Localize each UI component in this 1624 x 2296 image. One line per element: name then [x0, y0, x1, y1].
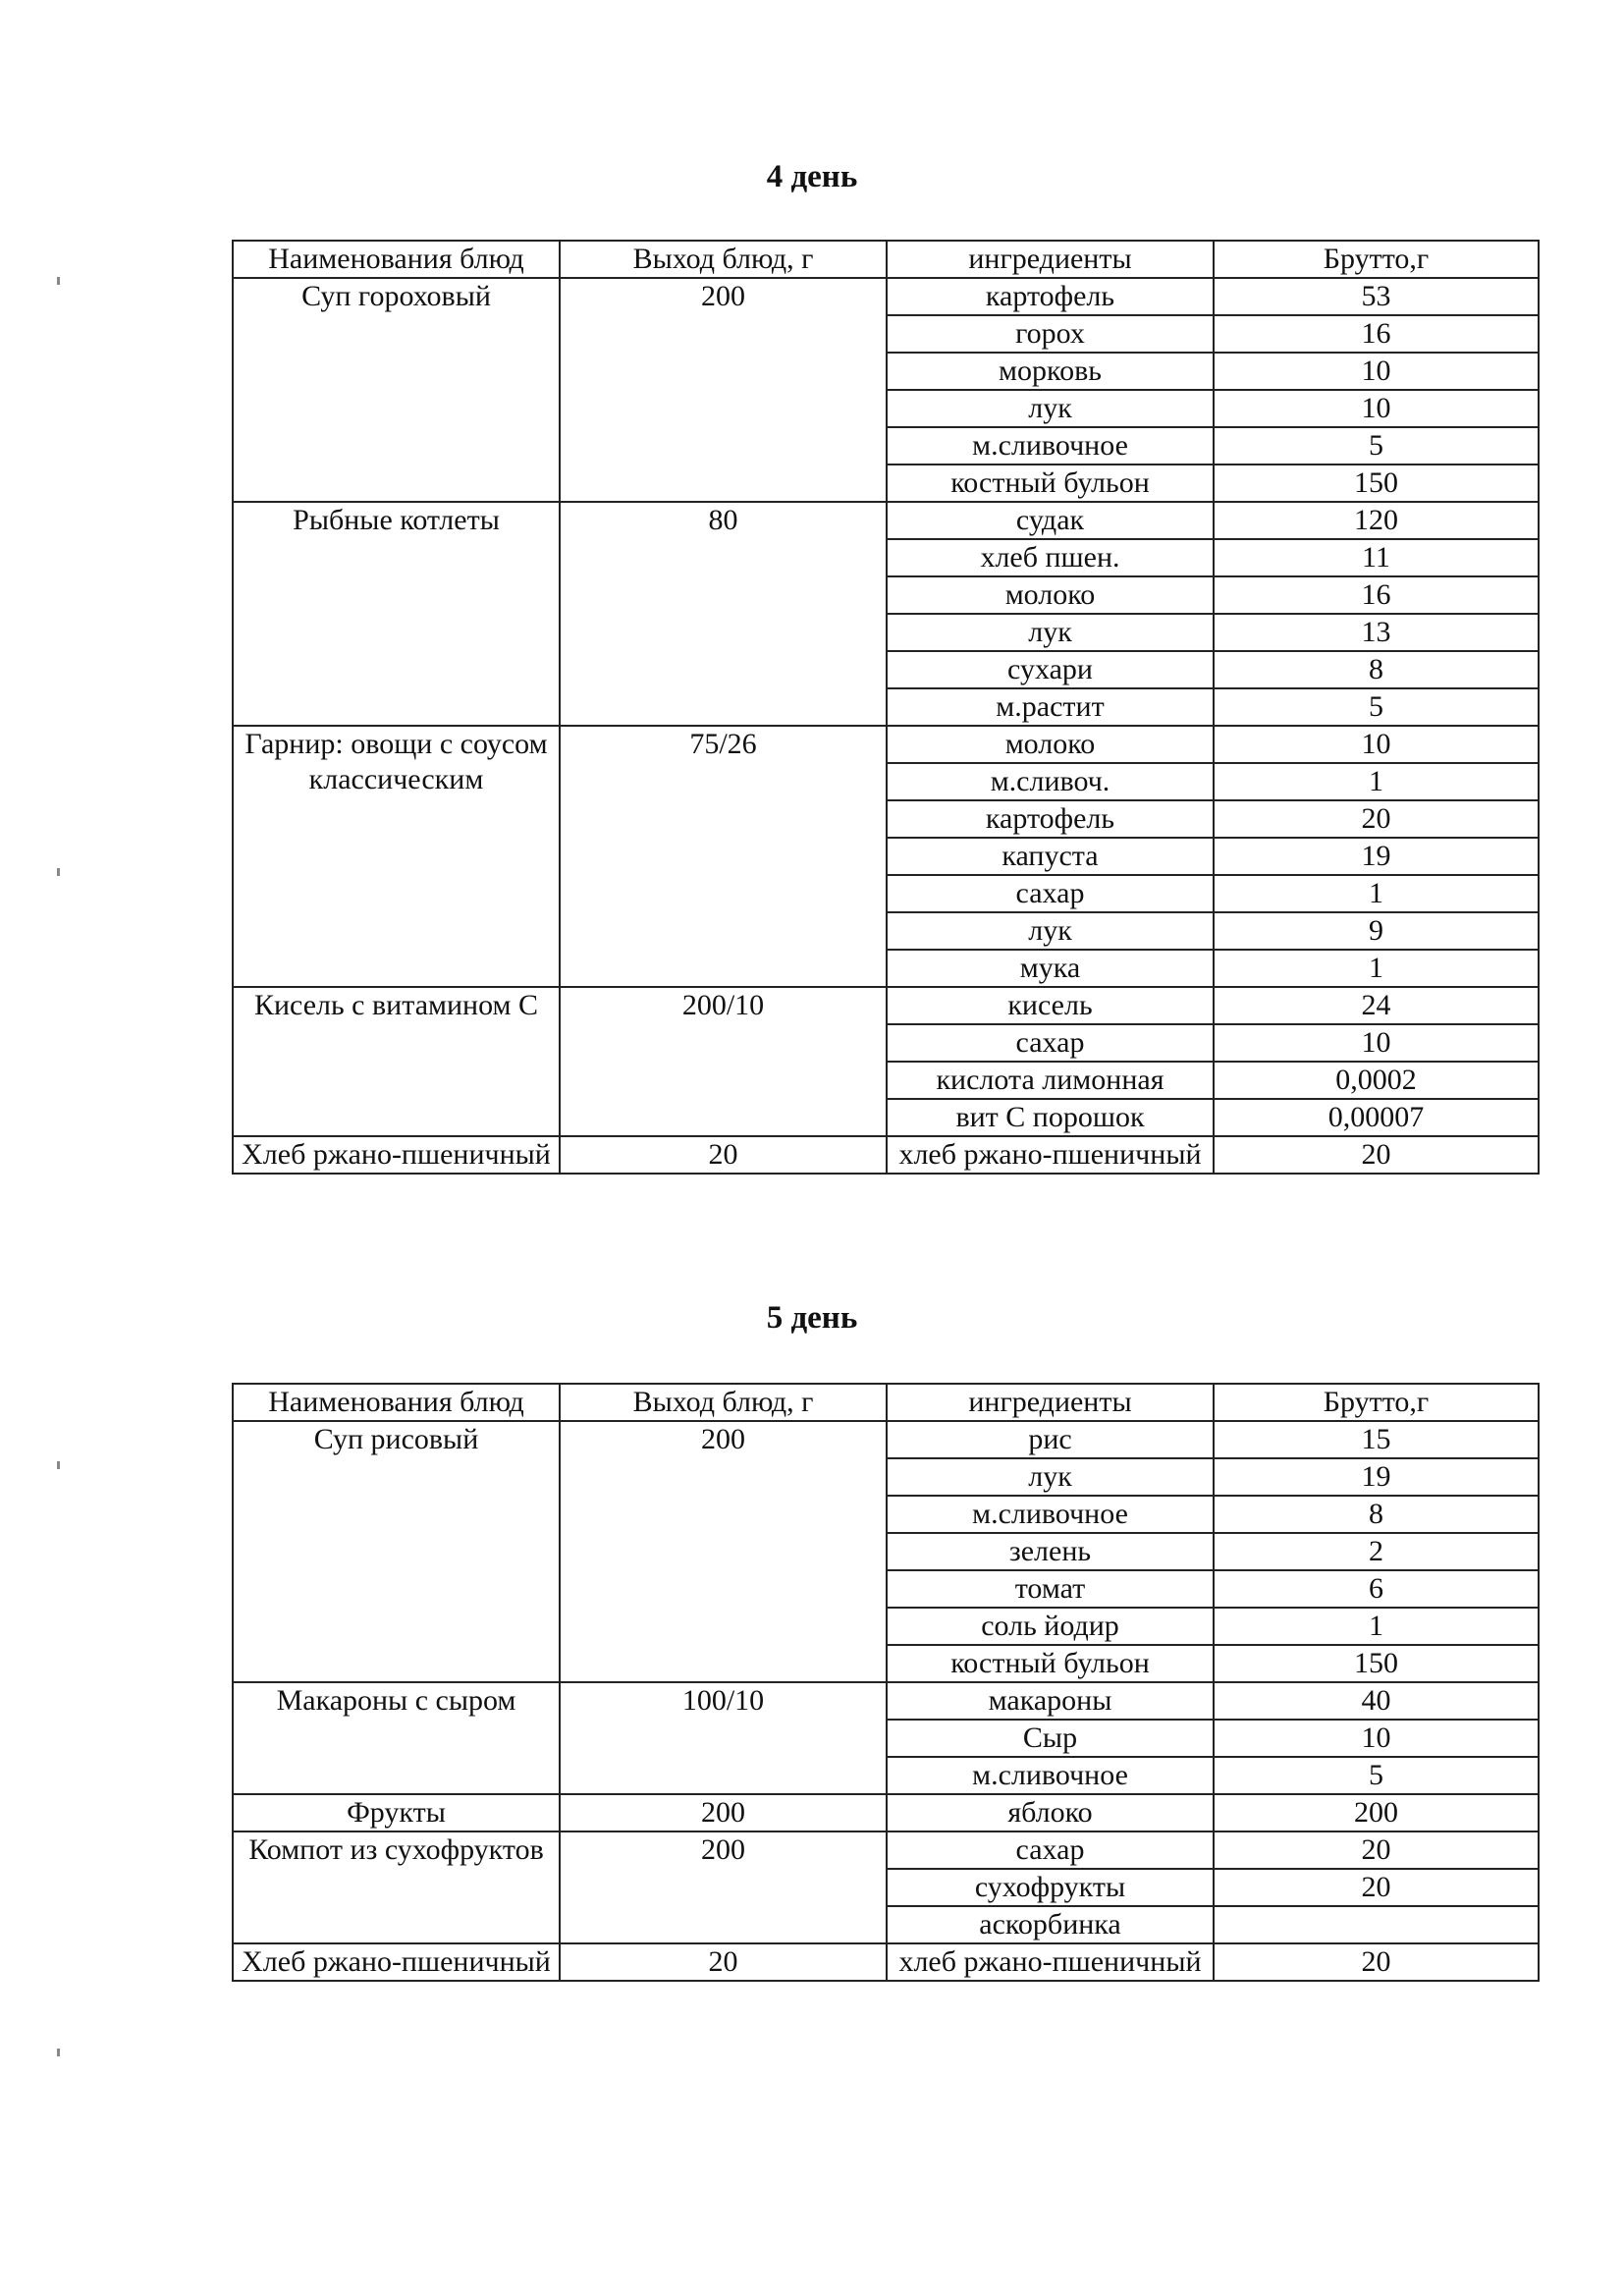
ingredient-cell: соль йодир — [887, 1608, 1214, 1645]
brutto-cell: 20 — [1214, 1869, 1539, 1906]
brutto-cell: 53 — [1214, 278, 1539, 315]
brutto-cell: 150 — [1214, 465, 1539, 502]
menu-table — [232, 240, 1540, 1175]
dish-yield-cell: 20 — [560, 1136, 887, 1174]
dish-yield-cell: 100/10 — [560, 1682, 887, 1794]
menu-table — [232, 1383, 1540, 1982]
brutto-cell: 6 — [1214, 1570, 1539, 1608]
brutto-cell: 10 — [1214, 726, 1539, 763]
ingredient-cell: аскорбинка — [887, 1906, 1214, 1943]
scan-mark — [57, 2049, 60, 2056]
ingredient-cell: м.сливочное — [887, 1757, 1214, 1794]
brutto-cell: 20 — [1214, 1136, 1539, 1174]
table-row — [233, 1943, 1539, 1981]
ingredient-cell: рис — [887, 1421, 1214, 1458]
table-row — [233, 987, 1539, 1024]
brutto-cell: 20 — [1214, 1943, 1539, 1981]
table-row — [233, 726, 1539, 763]
brutto-cell: 9 — [1214, 912, 1539, 950]
ingredient-cell: лук — [887, 390, 1214, 427]
ingredient-cell: капуста — [887, 838, 1214, 875]
table-row — [233, 1794, 1539, 1831]
header-brutto: Брутто,г — [1214, 1384, 1539, 1421]
dish-yield-cell: 200 — [560, 1421, 887, 1682]
dish-yield-cell: 200 — [560, 1794, 887, 1831]
ingredient-cell: молоко — [887, 726, 1214, 763]
ingredient-cell: хлеб ржано-пшеничный — [887, 1136, 1214, 1174]
brutto-cell: 10 — [1214, 390, 1539, 427]
ingredient-cell: м.сливочное — [887, 1496, 1214, 1533]
ingredient-cell: лук — [887, 912, 1214, 950]
brutto-cell: 8 — [1214, 651, 1539, 688]
brutto-cell: 1 — [1214, 875, 1539, 912]
brutto-cell: 10 — [1214, 353, 1539, 390]
brutto-cell — [1214, 1906, 1539, 1943]
ingredient-cell: судак — [887, 502, 1214, 539]
dish-name-cell: Суп рисовый — [233, 1421, 560, 1682]
table-row — [233, 1831, 1539, 1869]
brutto-cell: 1 — [1214, 1608, 1539, 1645]
ingredient-cell: костный бульон — [887, 465, 1214, 502]
ingredient-cell: м.сливоч. — [887, 763, 1214, 800]
dish-yield-cell: 200/10 — [560, 987, 887, 1136]
ingredient-cell: сухофрукты — [887, 1869, 1214, 1906]
dish-name-cell: Хлеб ржано-пшеничный — [233, 1136, 560, 1174]
table-row — [233, 278, 1539, 315]
header-yield: Выход блюд, г — [560, 241, 887, 278]
brutto-cell: 1 — [1214, 950, 1539, 987]
brutto-cell: 200 — [1214, 1794, 1539, 1831]
brutto-cell: 15 — [1214, 1421, 1539, 1458]
dish-name-cell: Фрукты — [233, 1794, 560, 1831]
header-dish-name: Наименования блюд — [233, 241, 560, 278]
ingredient-cell: Сыр — [887, 1720, 1214, 1757]
dish-yield-cell: 20 — [560, 1943, 887, 1981]
ingredient-cell: лук — [887, 1458, 1214, 1496]
ingredient-cell: зелень — [887, 1533, 1214, 1570]
dish-name-cell: Хлеб ржано-пшеничный — [233, 1943, 560, 1981]
table-row — [233, 1136, 1539, 1174]
ingredient-cell: сахар — [887, 875, 1214, 912]
dish-name-cell: Макароны с сыром — [233, 1682, 560, 1794]
brutto-cell: 20 — [1214, 800, 1539, 838]
scan-mark — [57, 1461, 60, 1469]
ingredient-cell: лук — [887, 614, 1214, 651]
brutto-cell: 5 — [1214, 427, 1539, 465]
ingredient-cell: картофель — [887, 800, 1214, 838]
dish-yield-cell: 200 — [560, 1831, 887, 1943]
table-row — [233, 1421, 1539, 1458]
ingredient-cell: томат — [887, 1570, 1214, 1608]
brutto-cell: 10 — [1214, 1024, 1539, 1062]
ingredient-cell: сахар — [887, 1831, 1214, 1869]
header-ingredients: ингредиенты — [887, 241, 1214, 278]
table-row — [233, 1682, 1539, 1720]
header-dish-name: Наименования блюд — [233, 1384, 560, 1421]
brutto-cell: 0,0002 — [1214, 1062, 1539, 1099]
brutto-cell: 120 — [1214, 502, 1539, 539]
day-title: 4 день — [766, 159, 858, 194]
ingredient-cell: молоко — [887, 576, 1214, 614]
dish-yield-cell: 75/26 — [560, 726, 887, 987]
header-row — [233, 241, 1539, 278]
ingredient-cell: вит С порошок — [887, 1099, 1214, 1136]
brutto-cell: 8 — [1214, 1496, 1539, 1533]
scan-mark — [57, 868, 60, 876]
brutto-cell: 24 — [1214, 987, 1539, 1024]
header-row — [233, 1384, 1539, 1421]
dish-name-cell: Суп гороховый — [233, 278, 560, 502]
ingredient-cell: сухари — [887, 651, 1214, 688]
scan-mark — [57, 277, 60, 285]
day-title: 5 день — [766, 1300, 858, 1336]
ingredient-cell: кислота лимонная — [887, 1062, 1214, 1099]
ingredient-cell: костный бульон — [887, 1645, 1214, 1682]
brutto-cell: 0,00007 — [1214, 1099, 1539, 1136]
brutto-cell: 5 — [1214, 1757, 1539, 1794]
dish-name-cell: Гарнир: овощи с соусом классическим — [233, 726, 560, 987]
ingredient-cell: м.сливочное — [887, 427, 1214, 465]
ingredient-cell: яблоко — [887, 1794, 1214, 1831]
ingredient-cell: морковь — [887, 353, 1214, 390]
brutto-cell: 2 — [1214, 1533, 1539, 1570]
brutto-cell: 20 — [1214, 1831, 1539, 1869]
brutto-cell: 1 — [1214, 763, 1539, 800]
header-yield: Выход блюд, г — [560, 1384, 887, 1421]
brutto-cell: 5 — [1214, 688, 1539, 726]
brutto-cell: 11 — [1214, 539, 1539, 576]
brutto-cell: 13 — [1214, 614, 1539, 651]
brutto-cell: 16 — [1214, 576, 1539, 614]
brutto-cell: 10 — [1214, 1720, 1539, 1757]
dish-yield-cell: 200 — [560, 278, 887, 502]
dish-name-cell: Компот из сухофруктов — [233, 1831, 560, 1943]
ingredient-cell: картофель — [887, 278, 1214, 315]
ingredient-cell: кисель — [887, 987, 1214, 1024]
ingredient-cell: хлеб пшен. — [887, 539, 1214, 576]
ingredient-cell: сахар — [887, 1024, 1214, 1062]
brutto-cell: 16 — [1214, 315, 1539, 353]
ingredient-cell: макароны — [887, 1682, 1214, 1720]
dish-name-cell: Рыбные котлеты — [233, 502, 560, 726]
ingredient-cell: горох — [887, 315, 1214, 353]
header-ingredients: ингредиенты — [887, 1384, 1214, 1421]
ingredient-cell: м.растит — [887, 688, 1214, 726]
ingredient-cell: мука — [887, 950, 1214, 987]
brutto-cell: 19 — [1214, 1458, 1539, 1496]
dish-yield-cell: 80 — [560, 502, 887, 726]
ingredient-cell: хлеб ржано-пшеничный — [887, 1943, 1214, 1981]
dish-name-cell: Кисель с витамином С — [233, 987, 560, 1136]
header-brutto: Брутто,г — [1214, 241, 1539, 278]
brutto-cell: 19 — [1214, 838, 1539, 875]
brutto-cell: 40 — [1214, 1682, 1539, 1720]
brutto-cell: 150 — [1214, 1645, 1539, 1682]
table-row — [233, 502, 1539, 539]
